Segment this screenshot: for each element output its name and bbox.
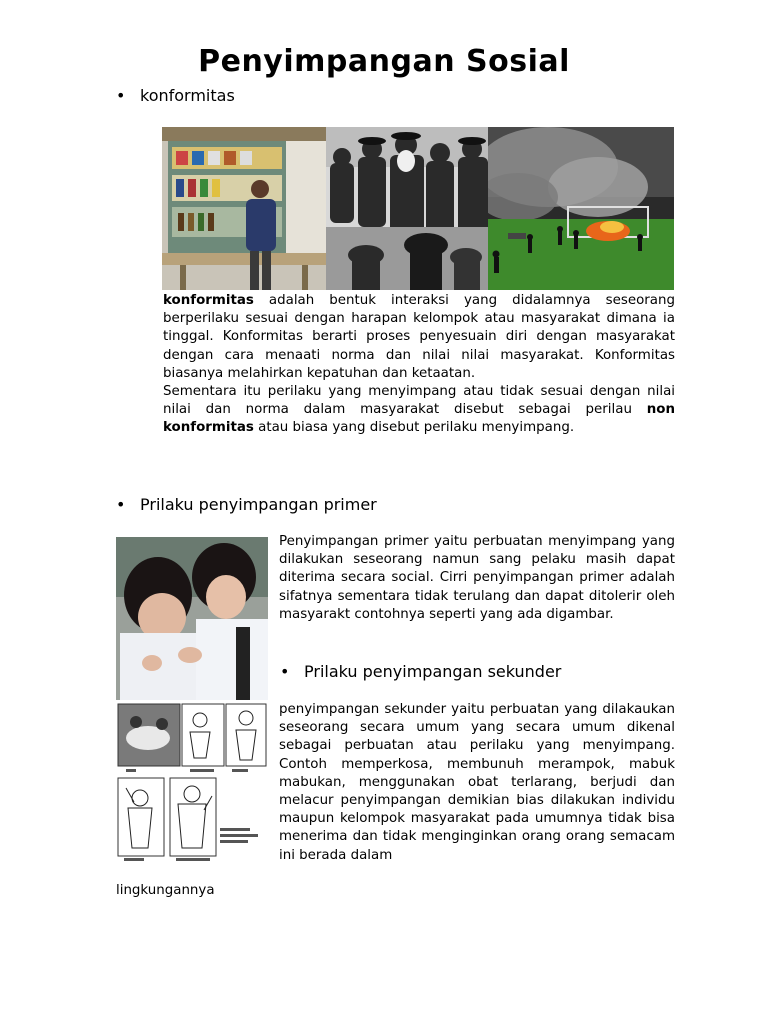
bullet-dot: • [116,495,126,514]
nonkonformitas-end: atau biasa yang disebut perilaku menyimpang. [253,420,575,436]
students-photo [116,537,268,700]
sekunder-paragraph: penyimpangan sekunder yaitu perbuatan yang dilakaukan seseorang secara umum yang secara umum dikenal sebagai perbuatan atau perilaku yang menyimpang. Contoh memperkosa, membunuh merampok, mabuk mabukan, menggunakan obat terlarang, berjudi dan melacur penyimpangan demikian bias dilakukan individu maupun kelompok masyarakat pada umumnya tidak bisa menerima dan tidak menginginkan orang orang semacam ini berada dalam [279,702,675,863]
bullet-sekunder [280,662,561,681]
cartoon-panels [116,702,268,864]
konformitas-definition: adalah bentuk interaksi yang didalamnya seseorang berperilaku sesuai dengan harapan kelompok atau masyarakat dimana ia tinggal. Konformitas berarti proses penyesuain diri dengan masyarakat dengan cara menaati norma dan nilai nilai masyarakat. Konformitas biasanya melahirkan kepatuhan dan ketaatan. [163,293,675,381]
nonkonformitas-intro: Sementara itu perilaku yang menyimpang atau tidak sesuai dengan nilai nilai dan norma dalam masyarakat disebut sebagai perilau [163,384,675,418]
bullet-dot: • [116,86,126,105]
term-non-konformitas: non konformitas [163,402,675,436]
konformitas-paragraph [163,292,675,438]
stadium-fire-photo [488,127,674,290]
primer-paragraph: Penyimpangan primer yaitu perbuatan menyimpang yang dilakukan seseorang namun sang pelaku masih dapat diterima secara social. Cirri penyimpangan primer adalah sifatnya sementara tidak terulang dan dapat ditolerir oleh masyarakt contohnya seperti yang ada digambar. [279,534,675,622]
bullet-label: konformitas [140,86,235,105]
bullet-label: Prilaku penyimpangan sekunder [304,662,562,681]
sekunder-paragraph-continued: lingkungannya [116,883,215,898]
term-konformitas: konformitas [163,293,254,308]
bullet-label: Prilaku penyimpangan primer [140,495,377,514]
page-title: Penyimpangan Sosial [198,44,570,79]
bullet-dot: • [280,662,290,681]
bullet-primer [116,495,377,514]
crowd-photo [326,127,488,290]
kiosk-photo [162,127,326,290]
bullet-konformitas [116,86,235,105]
